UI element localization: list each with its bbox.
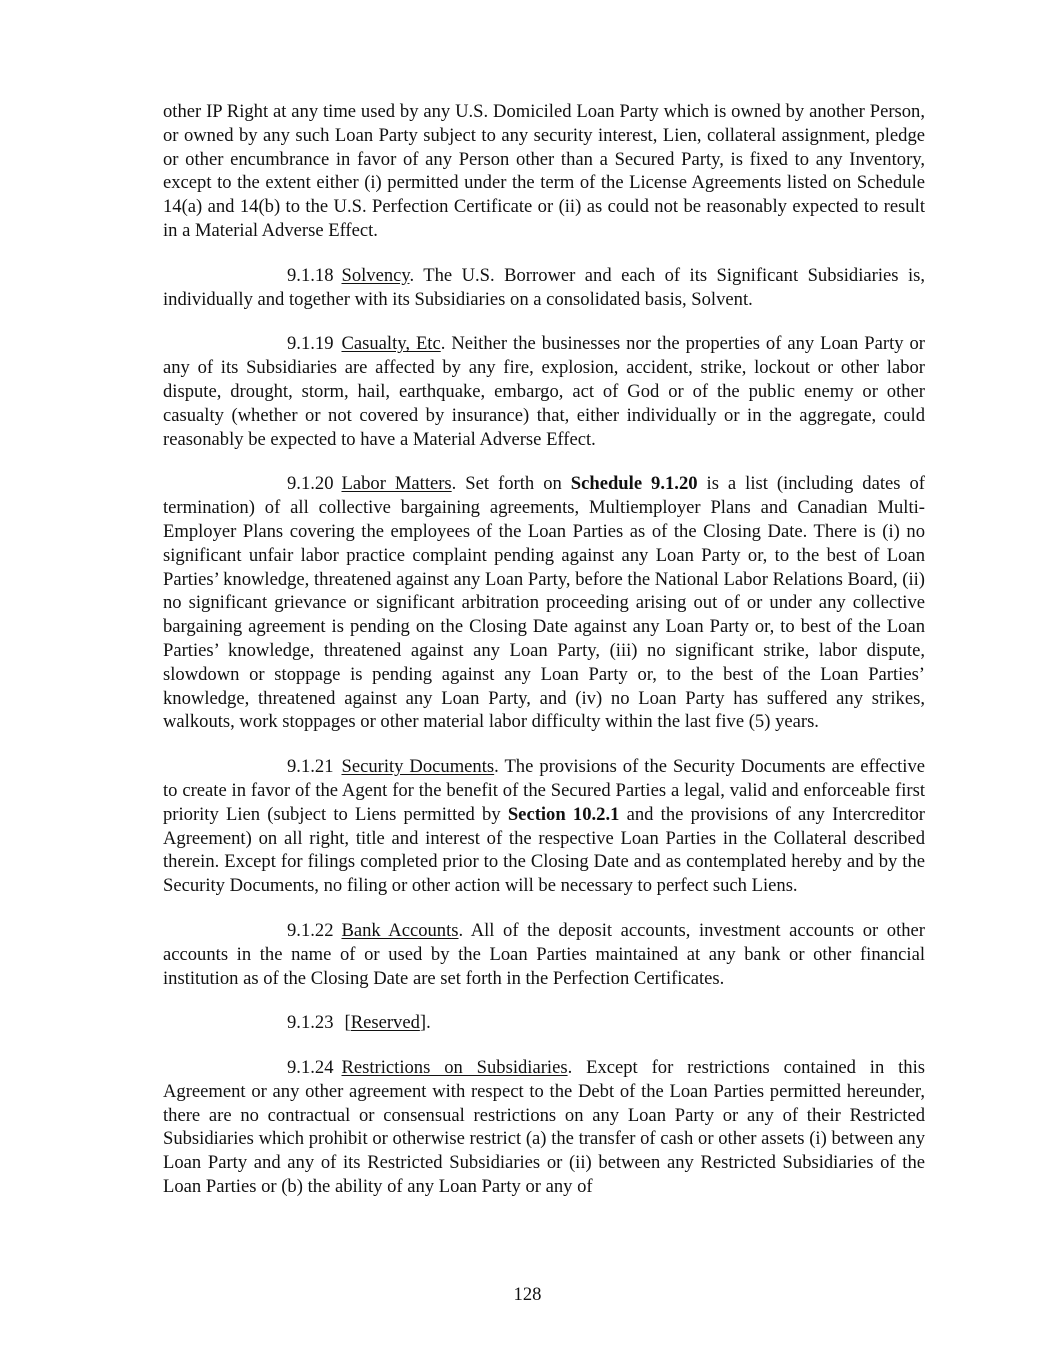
section-text: is a list (including dates of termination) of all collective bargaining agreements, Multiemployer Plans and Canadian Multi-Employer Plans covering the employees of the Loan Parties as of the Closing Date. There is (i) no significant unfair labor practice complaint pending against any Loan Party or, to the best of Loan Parties’ knowledge, threatened against any Loan Party, before the National Labor Relations Board, (ii) no significant grievance or significant arbitration proceeding arising out of or under any collective bargaining agreement is pending on the Closing Date against any Loan Party or, to best of the Loan Parties’ knowledge, threatened against any Loan Party, (iii) no significant strike, labor dispute, slowdown or stoppage is pending against any Loan Party or, to the best of the Loan Parties’ knowledge, threatened against any Loan Party, and (iv) no Loan Party has suffered any strikes, walkouts, work stoppages or other material labor difficulty within the last five (5) years. — [163, 473, 925, 733]
bracket-close: ]. — [419, 1012, 431, 1034]
section-number: 9.1.18 — [287, 264, 334, 286]
section-9-1-20 — [163, 472, 925, 734]
section-number: 9.1.21 — [287, 756, 334, 778]
section-9-1-19 — [163, 332, 925, 451]
section-number: 9.1.19 — [287, 333, 334, 355]
section-text: . All of the deposit accounts, investment accounts or other accounts in the name of or used by the Loan Parties maintained at any bank or other financial institution as of the Closing Date are set forth in the Perfection Certificates. — [163, 919, 925, 989]
bracket-open: [ — [344, 1012, 351, 1034]
section-title: Casualty, Etc — [341, 333, 441, 355]
section-text: . Neither the businesses nor the properties of any Loan Party or any of its Subsidiaries are affected by any fire, explosion, accident, strike, lockout or other labor dispute, drought, storm, hail, earthquake, embargo, act of God or of the public enemy or other casualty (whether or not covered by insurance) that, either individually or in the aggregate, could reasonably be expected to have a Material Adverse Effect. — [163, 333, 925, 450]
section-reference: Section 10.2.1 — [507, 803, 620, 825]
section-title: Restrictions on Subsidiaries — [341, 1057, 568, 1079]
section-number: 9.1.22 — [287, 919, 334, 941]
section-title: Labor Matters — [341, 473, 452, 495]
section-9-1-18 — [163, 264, 925, 312]
section-title: Bank Accounts — [341, 919, 459, 941]
schedule-reference: Schedule 9.1.20 — [570, 473, 698, 495]
section-title: Reserved — [350, 1012, 420, 1034]
section-text: . Except for restrictions contained in this Agreement or any other agreement with respect to the Debt of the Loan Parties permitted hereunder, there are no contractual or consensual restrictions on any Loan Party or any of their Restricted Subsidiaries which prohibit or otherwise restrict (a) the transfer of cash or other assets (i) between any Loan Party and any of its Restricted Subsidiaries or (ii) between any Restricted Subsidiaries of the Loan Parties or (b) the ability of any Loan Party or any of — [163, 1057, 925, 1198]
section-number: 9.1.23 — [287, 1012, 334, 1034]
page-number: 128 — [513, 1284, 542, 1305]
section-text: and the provisions of any Intercreditor Agreement) on all right, title and interest of the respective Loan Parties in the Collateral described therein. Except for filings completed prior to the Closing Date and as contemplated hereby and by the Security Documents, no filing or other action will be necessary to perfect such Liens. — [163, 803, 925, 897]
document-page — [163, 100, 925, 1220]
section-text: . The U.S. Borrower and each of its Significant Subsidiaries is, individually and together with its Subsidiaries on a consolidated basis, Solvent. — [163, 264, 925, 310]
section-title: Solvency — [341, 264, 410, 286]
section-title: Security Documents — [341, 756, 495, 778]
section-9-1-22 — [163, 919, 925, 990]
section-9-1-24 — [163, 1056, 925, 1199]
paragraph-continuation: other IP Right at any time used by any U.S. Domiciled Loan Party which is owned by another Person, or owned by any such Loan Party subject to any security interest, Lien, collateral assignment, pledge or other encumbrance in favor of any Person other than a Secured Party, is fixed to any Inventory, except to the extent either (i) permitted under the term of the License Agreements listed on Schedule 14(a) and 14(b) to the U.S. Perfection Certificate or (ii) as could not be reasonably expected to result in a Material Adverse Effect. — [163, 101, 925, 241]
section-number: 9.1.24 — [287, 1057, 334, 1079]
section-text: . Set forth on — [451, 473, 571, 495]
section-9-1-23 — [163, 1011, 925, 1035]
section-number: 9.1.20 — [287, 473, 334, 495]
section-text: . The provisions of the Security Documents are effective to create in favor of the Agent for the benefit of the Secured Parties a legal, valid and enforceable first priority Lien (subject to Liens permitted by — [163, 756, 925, 825]
section-9-1-21 — [163, 755, 925, 898]
